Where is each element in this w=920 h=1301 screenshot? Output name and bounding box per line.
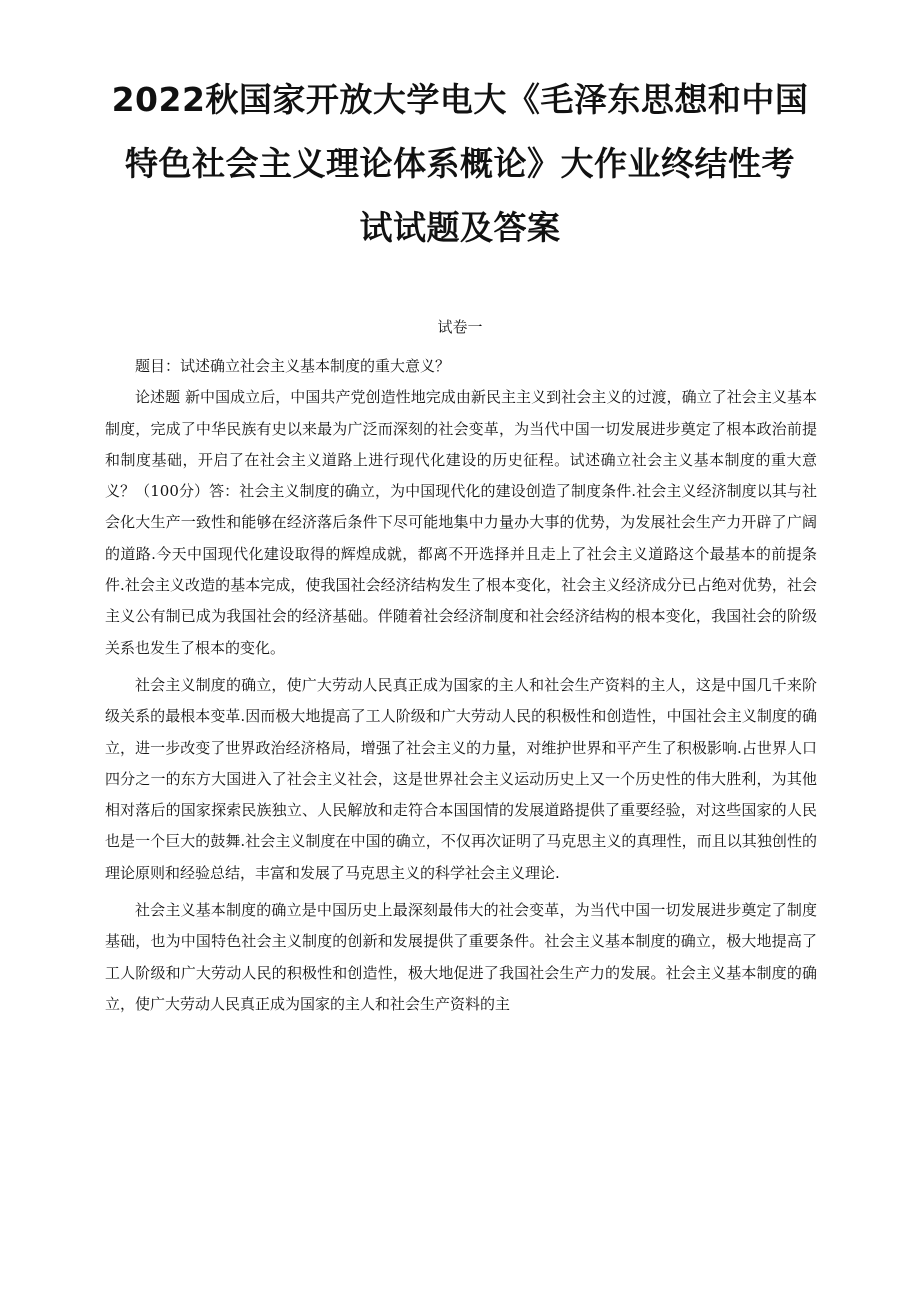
document-body <box>105 351 817 1020</box>
section-label: 试卷一 <box>437 318 483 336</box>
answer-paragraph-2: 社会主义制度的确立，使广大劳动人民真正成为国家的主人和社会生产资料的主人，这是中国几千来阶级关系的最根本变革.因而极大地提高了工人阶级和广大劳动人民的积极性和创造性，中国社会主义制度的确立，进一步改变了世界政治经济格局，增强了社会主义的力量，对维护世界和平产生了积极影响.占世界人口四分之一的东方大国进入了社会主义社会，这是世界社会主义运动历史上又一个历史性的伟大胜利，为其他相对落后的国家探索民族独立、人民解放和走符合本国国情的发展道路提供了重要经验，对这些国家的人民也是一个巨大的鼓舞.社会主义制度在中国的确立，不仅再次证明了马克思主义的真理性，而且以其独创性的理论原则和经验总结，丰富和发展了马克思主义的科学社会主义理论. <box>105 675 817 882</box>
title-line-2: 特色社会主义理论体系概论》大作业终结性考 <box>125 144 795 183</box>
title-line-3: 试试题及答案 <box>359 208 561 247</box>
title-line-1: 2022秋国家开放大学电大《毛泽东思想和中国 <box>111 80 809 119</box>
answer-paragraph-1: 论述题 新中国成立后，中国共产党创造性地完成由新民主主义到社会主义的过渡，确立了社会主义基本制度，完成了中华民族有史以来最为广泛而深刻的社会变革，为当代中国一切发展进步奠定了根本政治前提和制度基础，开启了在社会主义道路上进行现代化建设的历史征程。试述确立社会主义基本制度的重大意义？（100分）答：社会主义制度的确立，为中国现代化的建设创造了制度条件.社会主义经济制度以其与社会化大生产一致性和能够在经济落后条件下尽可能地集中力量办大事的优势，为发展社会生产力开辟了广阔的道路.今天中国现代化建设取得的辉煌成就，都离不开选择并且走上了社会主义道路这个最基本的前提条件.社会主义改造的基本完成，使我国社会经济结构发生了根本变化，社会主义经济成分已占绝对优势，社会主义公有制已成为我国社会的经济基础。伴随着社会经济制度和社会经济结构的根本变化，我国社会的阶级关系也发生了根本的变化。 <box>105 388 817 657</box>
answer-paragraph-3: 社会主义基本制度的确立是中国历史上最深刻最伟大的社会变革，为当代中国一切发展进步奠定了制度基础，也为中国特色社会主义制度的创新和发展提供了重要条件。社会主义基本制度的确立，极大地提高了工人阶级和广大劳动人民的积极性和创造性，极大地促进了我国社会生产力的发展。社会主义基本制度的确立，使广大劳动人民真正成为国家的主人和社会生产资料的主 <box>105 901 817 1013</box>
document-title <box>100 68 820 260</box>
question-line: 题目：试述确立社会主义基本制度的重大意义？ <box>135 357 451 375</box>
